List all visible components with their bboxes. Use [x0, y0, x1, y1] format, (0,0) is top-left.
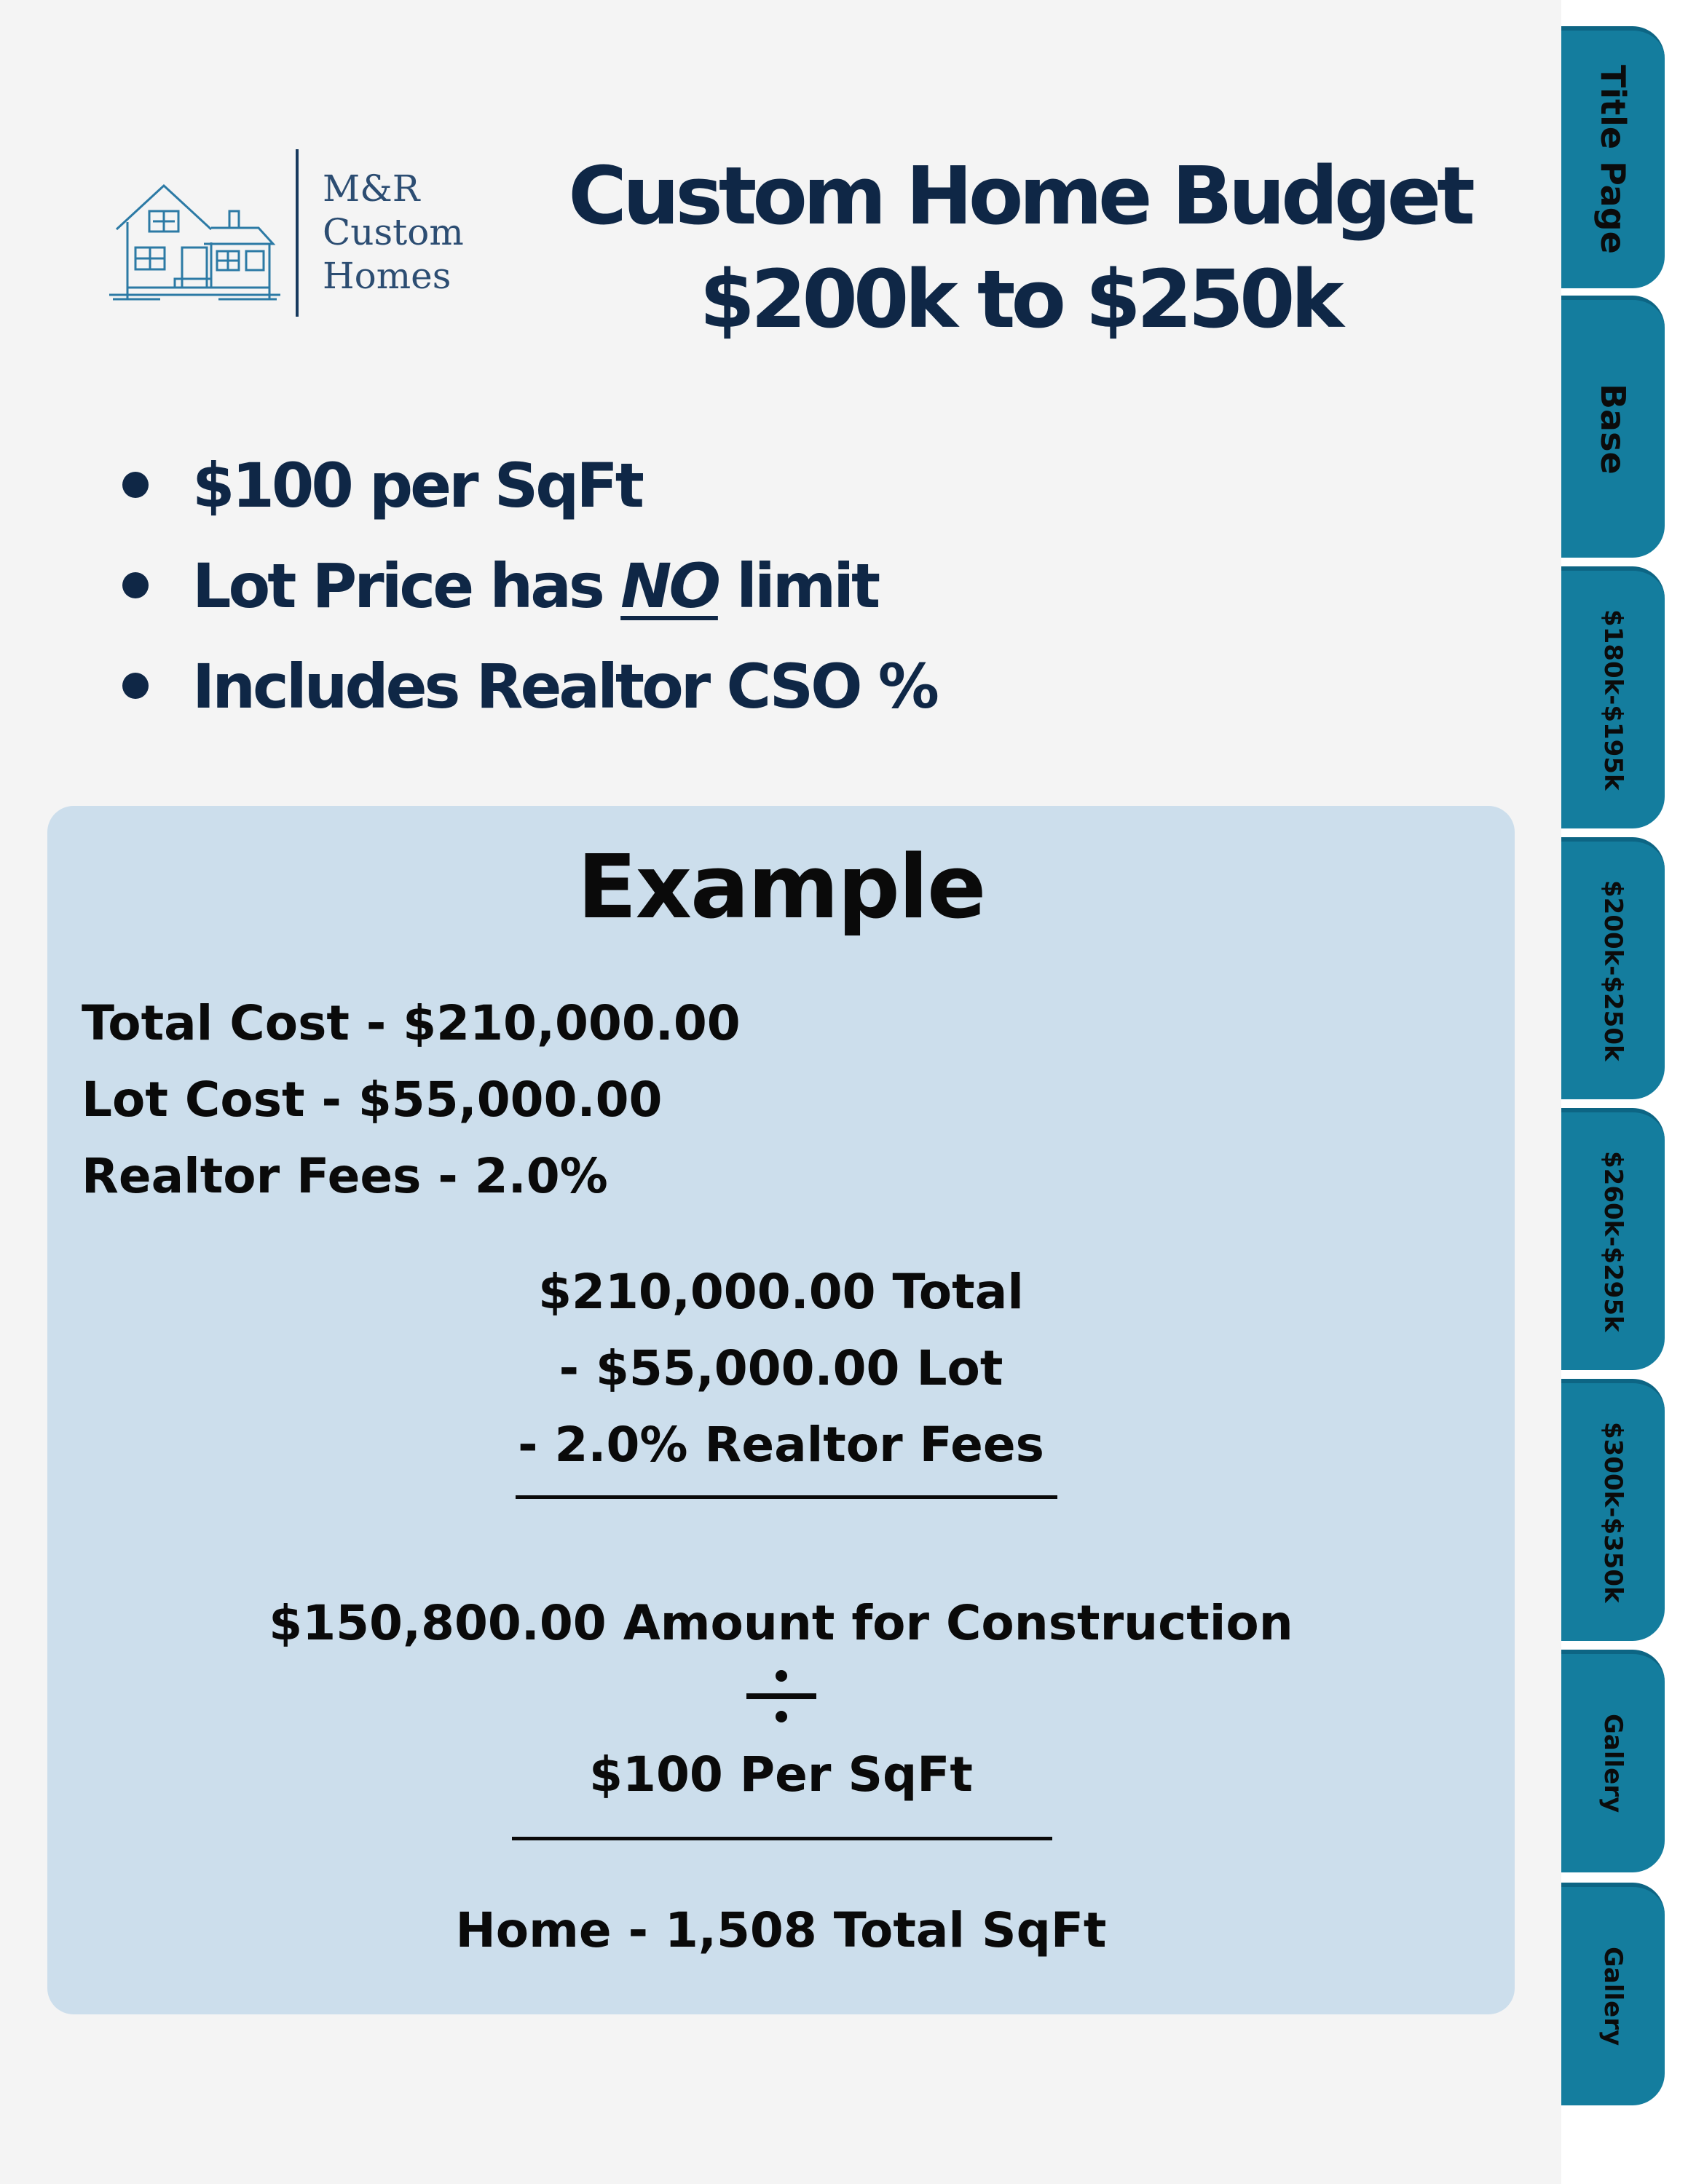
logo-divider	[296, 149, 299, 317]
list-item	[117, 536, 936, 636]
tab-base[interactable]	[1561, 296, 1665, 558]
list-item	[117, 636, 936, 737]
tab-300k-350k[interactable]	[1561, 1379, 1665, 1641]
logo-line-1: M&R	[323, 167, 420, 210]
tab-200k-250k[interactable]	[1561, 837, 1665, 1099]
tab-label: Gallery	[1598, 1946, 1628, 2046]
list-item	[117, 435, 936, 536]
feature-list	[117, 435, 936, 737]
realtor-fees-line: Realtor Fees - 2.0%	[82, 1148, 608, 1204]
bullet-text: $100 per SqFt	[192, 450, 642, 521]
lot-cost-line: Lot Cost - $55,000.00	[82, 1072, 663, 1128]
tab-title-page[interactable]	[1561, 26, 1665, 288]
calc-lot-line: - $55,000.00 Lot	[559, 1340, 1003, 1396]
total-cost-line: Total Cost - $210,000.00	[82, 995, 741, 1051]
section-tabs	[1561, 0, 1688, 2184]
example-panel	[47, 806, 1515, 2014]
page-title	[524, 144, 1515, 351]
logo-wordmark	[323, 167, 497, 298]
house-outline-icon	[109, 178, 280, 302]
title-line-2: $200k to $250k	[699, 253, 1340, 346]
result-line: Home - 1,508 Total SqFt	[455, 1902, 1107, 1958]
division-sign-icon	[743, 1667, 820, 1725]
tab-label: $180k-$195k	[1598, 609, 1628, 791]
subtotal-rule	[516, 1495, 1057, 1499]
bullet-icon	[122, 572, 149, 598]
tab-label: Title Page	[1593, 65, 1633, 254]
emphasis-no: NO	[620, 550, 718, 622]
logo-line-3: Homes	[323, 255, 451, 297]
tab-label: $200k-$250k	[1598, 879, 1628, 1061]
tab-label: $260k-$295k	[1598, 1150, 1628, 1332]
bullet-icon	[122, 673, 149, 699]
tab-label: $300k-$350k	[1598, 1421, 1628, 1603]
logo-line-2: Custom	[323, 211, 464, 253]
tab-gallery-2[interactable]	[1561, 1883, 1665, 2105]
divisor-rule	[512, 1837, 1052, 1840]
tab-180k-195k[interactable]	[1561, 566, 1665, 828]
bullet-icon	[122, 472, 149, 498]
tab-gallery-1[interactable]	[1561, 1650, 1665, 1872]
title-line-1: Custom Home Budget	[568, 149, 1471, 242]
bullet-text-end: limit	[717, 550, 878, 622]
construction-amount-line: $150,800.00 Amount for Construction	[269, 1595, 1293, 1651]
bullet-text: Includes Realtor CSO %	[192, 651, 936, 722]
tab-260k-295k[interactable]	[1561, 1108, 1665, 1370]
tab-label: Base	[1593, 383, 1633, 475]
example-heading: Example	[577, 837, 985, 938]
per-sqft-line: $100 Per SqFt	[589, 1746, 973, 1803]
tab-label: Gallery	[1598, 1713, 1628, 1813]
company-logo	[109, 149, 488, 317]
calc-fees-line: - 2.0% Realtor Fees	[518, 1417, 1044, 1473]
bullet-text-start: Lot Price has	[192, 550, 621, 622]
calc-total-line: $210,000.00 Total	[538, 1264, 1024, 1320]
